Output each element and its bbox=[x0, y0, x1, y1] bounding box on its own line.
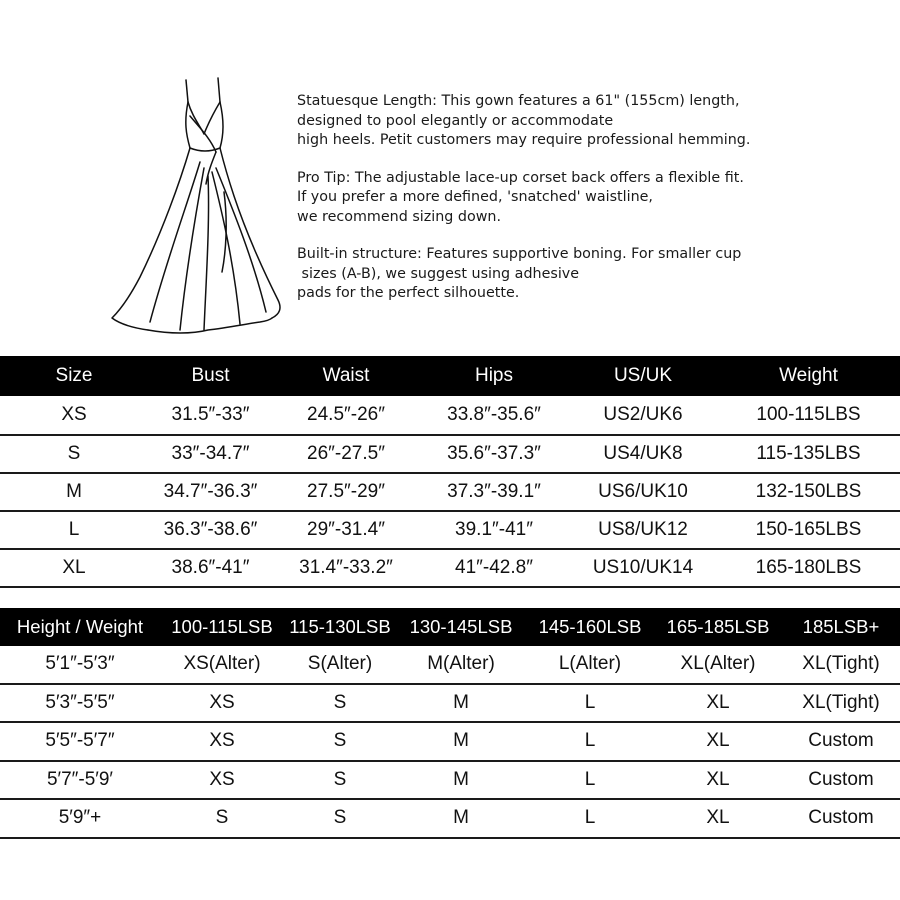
table-row bbox=[0, 646, 900, 684]
table-cell: XL bbox=[654, 799, 782, 838]
header-cell: US/UK bbox=[569, 356, 717, 396]
note-line: high heels. Petit customers may require professional hemming. bbox=[297, 132, 751, 148]
table-cell: 26″-27.5″ bbox=[273, 435, 419, 473]
header-cell: 130-145LSB bbox=[396, 608, 526, 646]
note-pro-tip bbox=[297, 169, 887, 228]
table-cell: M bbox=[396, 761, 526, 800]
table-cell: XL(Tight) bbox=[782, 684, 900, 723]
header-cell: Bust bbox=[148, 356, 273, 396]
table-cell: Custom bbox=[782, 799, 900, 838]
table-cell: S bbox=[284, 684, 396, 723]
table-cell: Custom bbox=[782, 722, 900, 761]
table-cell: 5′9″+ bbox=[0, 799, 160, 838]
size-chart-table bbox=[0, 356, 900, 588]
table-cell: XL bbox=[0, 549, 148, 587]
header-cell: Waist bbox=[273, 356, 419, 396]
table-cell: M bbox=[396, 799, 526, 838]
height-weight-table bbox=[0, 608, 900, 839]
table-cell: S bbox=[284, 761, 396, 800]
table-row bbox=[0, 761, 900, 800]
table-cell: 5′7″-5′9′ bbox=[0, 761, 160, 800]
table-cell: M(Alter) bbox=[396, 646, 526, 684]
table-cell: 36.3″-38.6″ bbox=[148, 511, 273, 549]
table-cell: XS bbox=[0, 396, 148, 435]
table-cell: XS(Alter) bbox=[160, 646, 284, 684]
note-line: Built-in structure: Features supportive boning. For smaller cup bbox=[297, 246, 742, 262]
table-row bbox=[0, 722, 900, 761]
table-cell: S bbox=[0, 435, 148, 473]
note-line: Pro Tip: The adjustable lace-up corset back offers a flexible fit. bbox=[297, 169, 744, 186]
header-cell: 115-130LSB bbox=[284, 608, 396, 646]
table-row bbox=[0, 396, 900, 435]
table-cell: XL(Alter) bbox=[654, 646, 782, 684]
table-cell: S(Alter) bbox=[284, 646, 396, 684]
table-cell: 165-180LBS bbox=[717, 549, 900, 587]
note-line: designed to pool elegantly or accommodate bbox=[297, 112, 614, 129]
product-notes bbox=[297, 92, 887, 322]
table-cell: L bbox=[0, 511, 148, 549]
table-row bbox=[0, 799, 900, 838]
table-cell: US2/UK6 bbox=[569, 396, 717, 435]
table-cell: L bbox=[526, 761, 654, 800]
table-cell: S bbox=[284, 799, 396, 838]
table-cell: S bbox=[284, 722, 396, 761]
table-cell: XS bbox=[160, 761, 284, 800]
table-cell: 24.5″-26″ bbox=[273, 396, 419, 435]
table-cell: L bbox=[526, 722, 654, 761]
table-cell: 31.4″-33.2″ bbox=[273, 549, 419, 587]
note-line: Statuesque Length: This gown features a 61" (155cm) length, bbox=[297, 93, 740, 109]
gown-illustration bbox=[100, 72, 290, 344]
note-structure bbox=[297, 245, 887, 304]
table-row bbox=[0, 435, 900, 473]
header-cell: 165-185LSB bbox=[654, 608, 782, 646]
table-cell: L bbox=[526, 684, 654, 723]
table-cell: 27.5″-29″ bbox=[273, 473, 419, 511]
table-cell: 34.7″-36.3″ bbox=[148, 473, 273, 511]
table-cell: 37.3″-39.1″ bbox=[419, 473, 569, 511]
header-cell: 145-160LSB bbox=[526, 608, 654, 646]
table-cell: 132-150LBS bbox=[717, 473, 900, 511]
note-length bbox=[297, 92, 887, 151]
header-cell: 100-115LSB bbox=[160, 608, 284, 646]
table-cell: M bbox=[396, 684, 526, 723]
table-cell: XL(Tight) bbox=[782, 646, 900, 684]
table-cell: XL bbox=[654, 761, 782, 800]
table-cell: L bbox=[526, 799, 654, 838]
table-row bbox=[0, 511, 900, 549]
table-cell: XS bbox=[160, 722, 284, 761]
table-row bbox=[0, 549, 900, 587]
table-cell: 150-165LBS bbox=[717, 511, 900, 549]
header-cell: 185LSB+ bbox=[782, 608, 900, 646]
table-cell: US10/UK14 bbox=[569, 549, 717, 587]
table-cell: 5′1″-5′3″ bbox=[0, 646, 160, 684]
table-cell: 41″-42.8″ bbox=[419, 549, 569, 587]
table-cell: US6/UK10 bbox=[569, 473, 717, 511]
table-cell: US8/UK12 bbox=[569, 511, 717, 549]
table-cell: 100-115LBS bbox=[717, 396, 900, 435]
table-cell: 115-135LBS bbox=[717, 435, 900, 473]
table-cell: XL bbox=[654, 684, 782, 723]
table-cell: 33.8″-35.6″ bbox=[419, 396, 569, 435]
size-table-header bbox=[0, 356, 900, 396]
table-cell: 33″-34.7″ bbox=[148, 435, 273, 473]
table-cell: XS bbox=[160, 684, 284, 723]
table-cell: 5′5″-5′7″ bbox=[0, 722, 160, 761]
table-row bbox=[0, 473, 900, 511]
table-cell: XL bbox=[654, 722, 782, 761]
header-cell: Height / Weight bbox=[0, 608, 160, 646]
header-cell: Hips bbox=[419, 356, 569, 396]
table-row bbox=[0, 684, 900, 723]
table-cell: 35.6″-37.3″ bbox=[419, 435, 569, 473]
note-line: pads for the perfect silhouette. bbox=[297, 285, 520, 301]
header-cell: Weight bbox=[717, 356, 900, 396]
note-line: we recommend sizing down. bbox=[297, 208, 502, 225]
table-cell: 5′3″-5′5″ bbox=[0, 684, 160, 723]
note-line: sizes (A-B), we suggest using adhesive bbox=[297, 265, 580, 282]
header-cell: Size bbox=[0, 356, 148, 396]
table-cell: M bbox=[396, 722, 526, 761]
note-line: If you prefer a more defined, 'snatched' waistline, bbox=[297, 189, 653, 205]
table-cell: US4/UK8 bbox=[569, 435, 717, 473]
table-cell: Custom bbox=[782, 761, 900, 800]
table-cell: S bbox=[160, 799, 284, 838]
hw-table-header bbox=[0, 608, 900, 646]
table-cell: 38.6″-41″ bbox=[148, 549, 273, 587]
table-cell: M bbox=[0, 473, 148, 511]
table-cell: L(Alter) bbox=[526, 646, 654, 684]
table-cell: 31.5″-33″ bbox=[148, 396, 273, 435]
table-cell: 39.1″-41″ bbox=[419, 511, 569, 549]
table-cell: 29″-31.4″ bbox=[273, 511, 419, 549]
